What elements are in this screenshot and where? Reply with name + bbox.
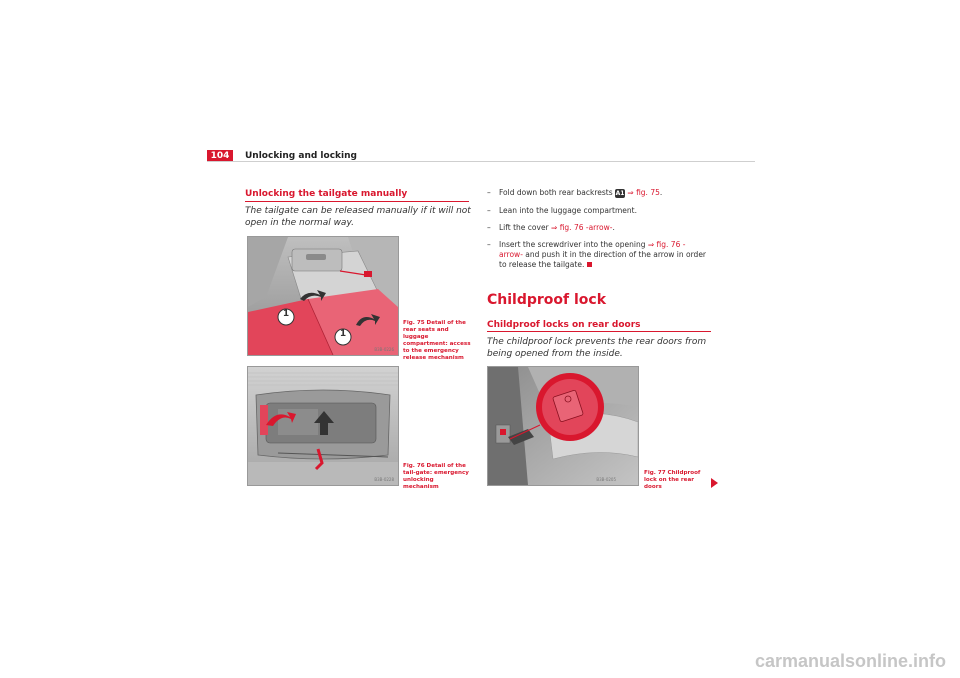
fig77-code: B3B-0205 [596,477,616,482]
step-1 [487,188,711,200]
figure-77-caption: Fig. 77 Childproof lock on the rear doors [644,470,701,490]
step-3-text: Lift the cover [499,223,549,232]
section-intro: The tailgate can be released manually if it will not open in the normal way. [245,206,471,228]
step-2 [487,206,711,218]
fig75-marker-2: 1 [339,329,347,339]
figure-76-caption: Fig. 76 Detail of the tail-gate: emergency unlocking mechanism [403,463,469,490]
step-3-ref[interactable]: ⇒ fig. 76 -arrow- [551,223,613,232]
step-1-end: . [659,188,663,197]
fig75-marker-1: 1 [282,309,290,319]
header-rule [207,161,755,162]
step-2-text: Lean into the luggage compartment. [499,206,637,215]
childproof-subsection-title: Childproof locks on rear doors [487,320,641,330]
figure-75-caption: Fig. 75 Detail of the rear seats and luggage compartment: access to the emergency release mechanism [403,320,471,361]
step-3-end: . [612,223,615,232]
section-title-unlocking: Unlocking the tailgate manually [245,189,408,199]
step-4-text: Insert the screwdriver into the opening [499,240,646,249]
figure-77-image [487,366,639,486]
step-4-end: and push it in the direction of the arrow in order to release the tailgate. [499,250,707,269]
step-1-text: Fold down both rear backrests [499,188,613,197]
seatback-marker-badge: A1 [615,190,625,197]
step-4 [487,240,711,274]
running-title: Unlocking and locking [245,151,357,161]
childproof-lock-title: Childproof lock [487,292,607,308]
end-of-section-marker [587,262,592,267]
subsection-rule [487,331,711,332]
fig76-code: B3B-0228 [374,477,394,482]
childproof-intro: The childproof lock prevents the rear doors from being opened from the inside. [487,337,707,359]
section-rule [245,201,469,202]
step-1-ref[interactable]: ⇒ fig. 75 [627,188,660,197]
figure-76-image [247,366,399,486]
step-3 [487,223,711,235]
step-dash: – [487,223,491,232]
step-dash: – [487,240,491,249]
fig75-code: B3B-0226 [374,347,394,352]
next-page-arrow-icon[interactable] [711,478,718,488]
figure-75-image [247,236,399,356]
watermark-text: carmanualsonline.info [754,651,946,671]
step-dash: – [487,188,491,197]
page-number: 104 [207,150,233,162]
step-dash: – [487,206,491,215]
step-4-ref[interactable]: ⇒ fig. 76 -arrow- [499,240,686,259]
